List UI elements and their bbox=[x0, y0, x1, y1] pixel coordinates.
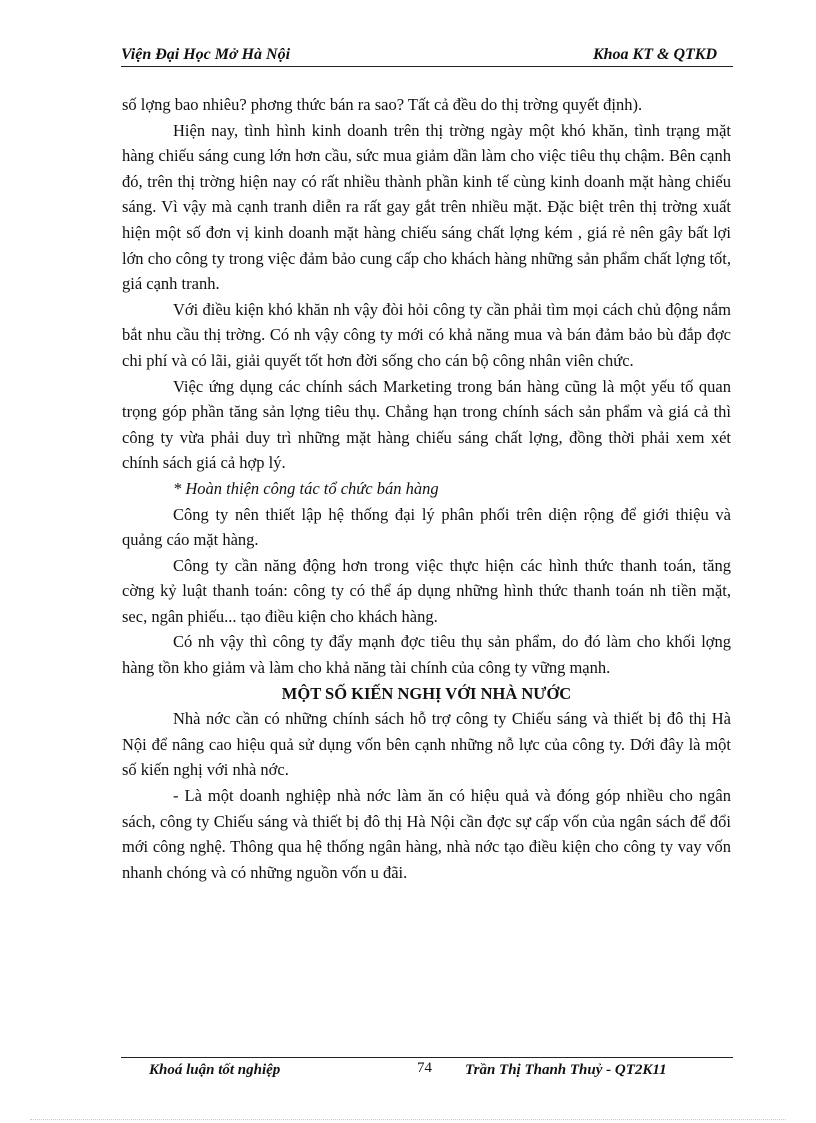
paragraph-demand: Với điều kiện khó khăn nh vậy đòi hỏi công ty cần phải tìm mọi cách chủ động nắm bắt nhu cầu thị trờng. Có nh vậy công ty mới có khả năng mua và bán đảm bảo bù đắp đợc chi phí và có lãi, giải quyết tốt hơn đời sống cho cán bộ công nhân viên chức. bbox=[122, 299, 731, 370]
paragraph-market-situation: Hiện nay, tình hình kinh doanh trên thị trờng ngày một khó khăn, tình trạng mặt hàng chiếu sáng cung lớn hơn cầu, sức mua giảm dần làm cho việc tiêu thụ chậm. Bên cạnh đó, trên thị trờng hiện nay có rất nhiều thành phần kinh tế cùng kinh doanh mặt hàng chiếu sáng. Vì vậy mà cạnh tranh diễn ra rất gay gắt trên nhiều mặt. Đặc biệt trên thị trờng xuất hiện một số đơn vị kinh doanh mặt hàng chiếu sáng chất lợng kém , giá rẻ nên gây bất lợi lớn cho công ty trong việc đảm bảo cung cấp cho khách hàng những sản phẩm chất lợng tốt, giá cạnh tranh. bbox=[122, 120, 731, 294]
page-body bbox=[122, 92, 731, 885]
page-header bbox=[121, 46, 733, 66]
header-faculty: Khoa KT & QTKD bbox=[592, 46, 717, 63]
paragraph-payment: Công ty cần năng động hơn trong việc thực hiện các hình thức thanh toán, tăng cờng kỷ luật thanh toán: công ty có thể áp dụng những hình thức thanh toán nh tiền mặt, sec, ngân phiếu... tạo điều kiện cho khách hàng. bbox=[122, 555, 731, 626]
section-heading: MỘT SỐ KIẾN NGHỊ VỚI NHÀ NƯỚC bbox=[281, 683, 572, 703]
footer-rule bbox=[121, 1057, 733, 1058]
paragraph-marketing: Việc ứng dụng các chính sách Marketing trong bán hàng cũng là một yếu tố quan trọng góp phần tăng sản lợng tiêu thụ. Chẳng hạn trong chính sách sản phẩm và giá cả thì công ty vừa phải duy trì những mặt hàng chiếu sáng chất lợng, đồng thời phải xem xét chính sách giá cả hợp lý. bbox=[122, 376, 731, 473]
header-rule bbox=[121, 66, 733, 67]
page-number: 74 bbox=[417, 1060, 432, 1076]
page-bottom-edge bbox=[30, 1119, 786, 1120]
header-institution: Viện Đại Học Mở Hà Nội bbox=[121, 46, 291, 63]
paragraph-state-support: Nhà nớc cần có những chính sách hỗ trợ công ty Chiếu sáng và thiết bị đô thị Hà Nội để nâng cao hiệu quả sử dụng vốn bên cạnh những nỗ lực của công ty. Dới đây là một số kiến nghị với nhà nớc. bbox=[122, 709, 731, 780]
page-footer bbox=[121, 1060, 733, 1080]
footer-author: Trần Thị Thanh Thuỷ - QT2K11 bbox=[465, 1062, 667, 1078]
subheading-sales-organization: * Hoàn thiện công tác tổ chức bán hàng bbox=[173, 478, 439, 498]
footer-thesis-label: Khoá luận tốt nghiệp bbox=[149, 1062, 281, 1078]
paragraph-agents: Công ty nên thiết lập hệ thống đại lý phân phối trên diện rộng để giới thiệu và quảng cáo mặt hàng. bbox=[122, 504, 731, 550]
paragraph-continuation: số lợng bao nhiêu? phơng thức bán ra sao? Tất cả đều do thị trờng quyết định). bbox=[122, 95, 643, 114]
paragraph-inventory: Có nh vậy thì công ty đẩy mạnh đợc tiêu thụ sản phẩm, do đó làm cho khối lợng hàng tồn kho giảm và làm cho khả năng tài chính của công ty vững mạnh. bbox=[122, 632, 731, 678]
paragraph-recommendation: - Là một doanh nghiệp nhà nớc làm ăn có hiệu quả và đóng góp nhiều cho ngân sách, công ty Chiếu sáng và thiết bị đô thị Hà Nội cần đợc sự cấp vốn của ngân sách để đổi mới công nghệ. Thông qua hệ thống ngân hàng, nhà nớc tạo điều kiện cho công ty vay vốn nhanh chóng và có những nguồn vốn u đãi. bbox=[122, 786, 731, 882]
